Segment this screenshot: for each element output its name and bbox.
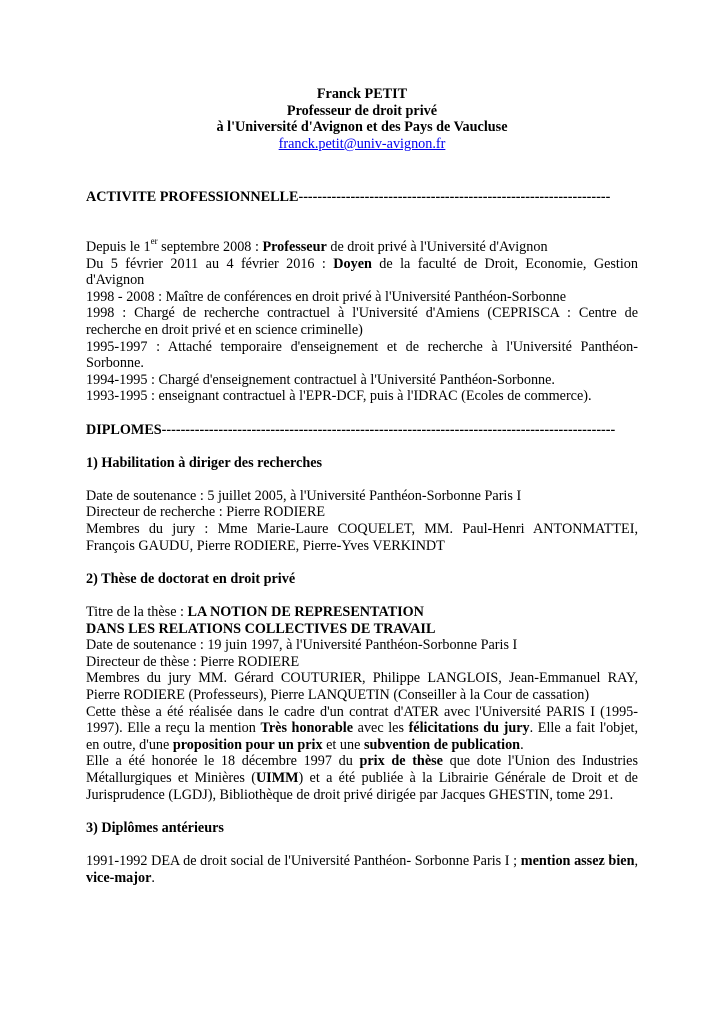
- subsection-title-anterieurs: 3) Diplômes antérieurs: [86, 819, 224, 836]
- these-paragraph: Elle a été honorée le 18 décembre 1997 du prix de thèse que dote l'Union des Industries Métallurgiques et Minières (UIMM) et a été publiée à la Librairie Générale de Droit et de Jurisprudence (LGDJ), Bibliothèque de droit privé dirigée par Jacques GHESTIN, tome 291.: [86, 753, 638, 803]
- activite-item: 1994-1995 : Chargé d'enseignement contractuel à l'Université Panthéon-Sorbonne.: [86, 371, 555, 388]
- email-link[interactable]: franck.petit@univ-avignon.fr: [278, 135, 446, 152]
- activite-item: 1993-1995 : enseignant contractuel à l'EPR-DCF, puis à l'IDRAC (Ecoles de commerce).: [86, 388, 592, 405]
- these-title-line: DANS LES RELATIONS COLLECTIVES DE TRAVAIL: [86, 620, 436, 637]
- author-affiliation: à l'Université d'Avignon et des Pays de Vaucluse: [216, 119, 508, 136]
- author-title: Professeur de droit privé: [286, 102, 438, 119]
- these-line: Date de soutenance : 19 juin 1997, à l'Université Panthéon-Sorbonne Paris I: [86, 637, 518, 654]
- activite-item: 1998 - 2008 : Maître de conférences en droit privé à l'Université Panthéon-Sorbonne: [86, 288, 567, 305]
- activite-item: 1995-1997 : Attaché temporaire d'enseignement et de recherche à l'Université Panthéon-Sorbonne.: [86, 338, 638, 372]
- activite-item: Depuis le 1er septembre 2008 : Professeur de droit privé à l'Université d'Avignon: [86, 236, 548, 255]
- section-heading-diplomes: DIPLOMES------------------------------------------------------------------------------------------------: [86, 421, 616, 438]
- cv-header: [86, 86, 638, 152]
- author-name: Franck PETIT: [316, 86, 408, 102]
- hdr-line: Date de soutenance : 5 juillet 2005, à l'Université Panthéon-Sorbonne Paris I: [86, 487, 522, 504]
- subsection-title-hdr: 1) Habilitation à diriger des recherches: [86, 454, 323, 471]
- activite-list: [86, 236, 638, 405]
- hdr-line: Membres du jury : Mme Marie-Laure COQUELET, MM. Paul-Henri ANTONMATTEI, François GAUDU, Pierre RODIERE, Pierre-Yves VERKINDT: [86, 521, 638, 554]
- activite-item: Du 5 février 2011 au 4 février 2016 : Doyen de la faculté de Droit, Economie, Gestion d'Avignon: [86, 255, 638, 289]
- section-heading-activite: ACTIVITE PROFESSIONNELLE------------------------------------------------------------------: [86, 189, 611, 206]
- subsection-title-these: 2) Thèse de doctorat en droit privé: [86, 570, 296, 587]
- these-paragraph: Cette thèse a été réalisée dans le cadre d'un contrat d'ATER avec l'Université PARIS I (1995-1997). Elle a reçu la mention Très honorable avec les félicitations du jury. Elle a fait l'objet, en outre, d'une proposition pour un prix et une subvention de publication.: [86, 703, 639, 753]
- hdr-line: Directeur de recherche : Pierre RODIERE: [86, 504, 326, 521]
- cv-page: [86, 86, 638, 886]
- activite-item: 1998 : Chargé de recherche contractuel à l'Université d'Amiens (CEPRISCA : Centre de recherche en droit privé et en science criminelle): [86, 305, 638, 338]
- these-line: Directeur de thèse : Pierre RODIERE: [86, 653, 300, 670]
- anterieurs-line: 1991-1992 DEA de droit social de l'Université Panthéon- Sorbonne Paris I ; mention assez bien, vice-major.: [86, 852, 638, 886]
- these-line: Membres du jury MM. Gérard COUTURIER, Philippe LANGLOIS, Jean-Emmanuel RAY, Pierre RODIERE (Professeurs), Pierre LANQUETIN (Conseiller à la Cour de cassation): [86, 670, 638, 703]
- these-title-line: Titre de la thèse : LA NOTION DE REPRESENTATION: [86, 604, 424, 621]
